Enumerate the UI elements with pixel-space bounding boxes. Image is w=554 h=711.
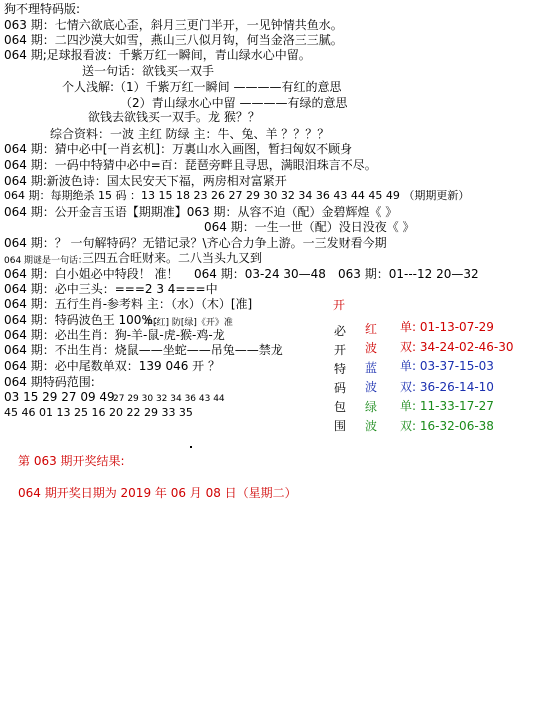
wave-vertical-char: 围 (333, 419, 346, 433)
text-line: 064 期：每期绝杀 15 码 ：13 15 18 23 26 27 29 30 32 34 36 43 44 45 49 （期期更新） (4, 189, 470, 202)
text-line: 064 期：一码中特猜中必中=百：琵琶旁畔且寻思，满眼泪珠言不尽。 (4, 158, 377, 172)
text-line: 064 期特码范围: (4, 375, 95, 389)
text-line: 064 期谜是一句话： (4, 256, 88, 266)
text-line: （2）青山绿水心中留 ————有绿的意思 (120, 96, 348, 110)
text-line: 个人浅解:（1）千紫万红一瞬间 ————有红的意思 (62, 80, 342, 94)
text-line: 064 期:新波色诗：国太民安天下福，两房相对富紧开 (4, 174, 287, 188)
text-line: 064 期：一生一世（配）没日没夜《 》 (204, 220, 415, 234)
text-line: 064 期：03-24 30—48 (194, 267, 326, 281)
green-wave-char: 波 (364, 419, 377, 433)
green-single-numbers: 单: 11-33-17-27 (400, 399, 494, 413)
text-line: 综合资料：一波 主红 防绿 主：牛、兔、羊 ？？？？ (50, 127, 330, 141)
blue-single-numbers: 单: 03-37-15-03 (400, 359, 494, 373)
text-line: 064 期：公开金言玉语【期期准】063 期：从容不迫（配）金碧辉煌《 》 (4, 205, 398, 219)
text-line: 064 期;足球报看波：千紫万红一瞬间，青山绿水心中留。 (4, 48, 311, 62)
blue-wave-char: 蓝 (364, 361, 377, 375)
wave-vertical-label (333, 322, 347, 436)
wave-vertical-char: 开 (333, 343, 346, 357)
dot-mark (190, 446, 192, 448)
wave-vertical-char: 特 (333, 362, 346, 376)
green-wave-char: 绿 (364, 400, 377, 414)
wave-vertical-char: 包 (333, 400, 346, 414)
blue-wave-char: 波 (364, 380, 377, 394)
text-line: 单[红] 防[绿]《开》准 (144, 318, 233, 328)
text-line: 064 期：？ 一句解特码？无错记录？\齐心合力争上游。一三发财看今期 (4, 236, 387, 250)
text-line: 064 期：二四沙漠大如雪，燕山三八似月钩，何当金洛三三腻。 (4, 33, 343, 47)
text-line: 三四五合旺财来。二八当头九又到 (82, 251, 263, 265)
wave-vertical-char: 必 (333, 324, 346, 338)
red-single-numbers: 单: 01-13-07-29 (400, 320, 494, 334)
text-line: 064 期：不出生肖：烧鼠——坐蛇——吊兔——禁龙 (4, 343, 283, 357)
draw-date: 064 期开奖日期为 2019 年 06 月 08 日（星期二） (18, 486, 297, 500)
green-wave-label (364, 398, 378, 436)
text-line: 064 期：猜中必中[一肖玄机]：万裏山水入画图，暂扫匈奴不顾身 (4, 142, 353, 156)
text-line: 27 29 30 32 34 36 43 44 (113, 394, 225, 404)
green-double-numbers: 双: 16-32-06-38 (400, 419, 494, 433)
red-wave-char: 红 (364, 322, 377, 336)
text-line: 送一句话：欲钱买一双手 (82, 64, 215, 78)
text-line: 063 期：01---12 20—32 (338, 267, 479, 281)
red-wave-label (364, 320, 378, 358)
text-line: 064 期：五行生肖-参考料 主：（水）（木）[准] (4, 297, 253, 311)
text-line: 063 期：七情六欲底心歪，斜月三更门半开，一见钟情共鱼水。 (4, 18, 343, 32)
wave-header-char: 开 (333, 298, 346, 312)
text-line: 03 15 29 27 09 49 (4, 390, 115, 404)
blue-wave-label (364, 359, 378, 397)
red-wave-char: 波 (364, 341, 377, 355)
text-line: 064 期：白小姐必中特段！ 准！ (4, 267, 179, 281)
text-line: 064 期：必出生肖：狗-羊-鼠-虎-猴-鸡-龙 (4, 328, 225, 342)
text-line: 45 46 01 13 25 16 20 22 29 33 35 (4, 406, 193, 419)
blue-double-numbers: 双: 36-26-14-10 (400, 380, 494, 394)
text-line: 064 期：必中尾数单双：139 046 开 ？ (4, 359, 220, 373)
text-line: 064 期：特码波色王 100%： (4, 313, 165, 327)
wave-vertical-char: 码 (333, 381, 346, 395)
red-double-numbers: 双: 34-24-02-46-30 (400, 340, 514, 354)
text-line: 064 期：必中三头：===2 3 4===中 (4, 282, 218, 296)
result-header: 第 063 期开奖结果: (18, 454, 125, 468)
page-title: 狗不理特码版: (4, 2, 81, 16)
text-line: 欲钱去欲钱买一双手。龙 猴？？ (88, 110, 260, 124)
